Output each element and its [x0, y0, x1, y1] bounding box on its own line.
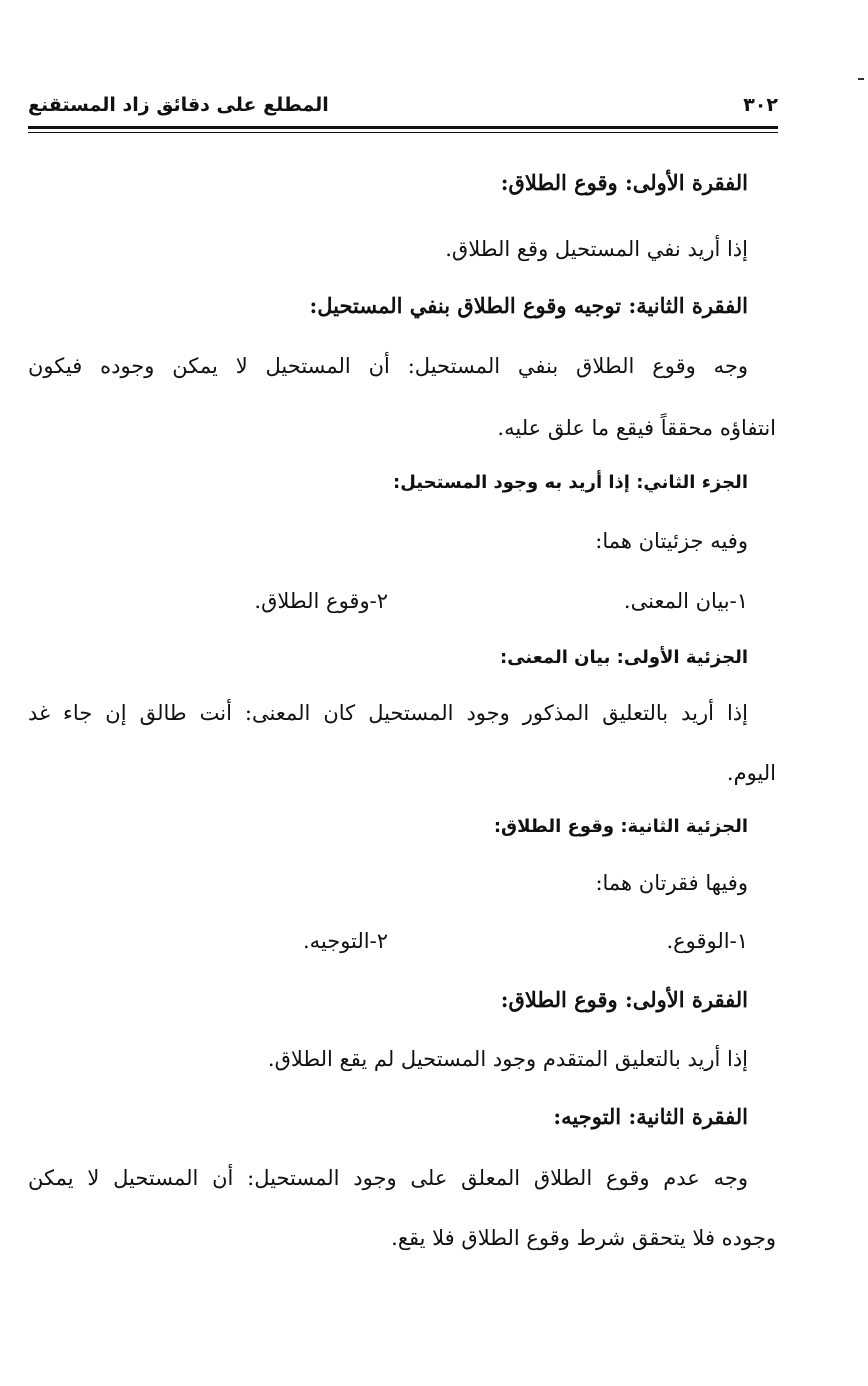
heading-paragraph-2: الفقرة الثانية: توجيه وقوع الطلاق بنفي المستحيل:	[309, 293, 748, 318]
list-item-2: ٢-وقوع الطلاق.	[254, 589, 388, 613]
text-line-justified: إذا أريد بالتعليق المذكور وجود المستحيل كان المعنى: أنت طالق إن جاء غد	[28, 701, 748, 725]
list-item-1: ١-بيان المعنى.	[623, 589, 748, 613]
list-item-1: ١-الوقوع.	[666, 929, 748, 953]
heading-paragraph-2b: الفقرة الثانية: التوجيه:	[553, 1104, 748, 1129]
text-line-justified: وجه عدم وقوع الطلاق المعلق على وجود المستحيل: أن المستحيل لا يمكن	[28, 1166, 748, 1190]
heading-subpart-2: الجزئية الثانية: وقوع الطلاق:	[493, 816, 748, 837]
text-line-justified: وجه وقوع الطلاق بنفي المستحيل: أن المستحيل لا يمكن وجوده فيكون	[28, 354, 748, 378]
list-item-2: ٢-التوجيه.	[302, 929, 388, 953]
text-line: إذا أريد نفي المستحيل وقع الطلاق.	[445, 237, 748, 261]
running-header	[28, 92, 778, 122]
text-line: وجوده فلا يتحقق شرط وقوع الطلاق فلا يقع.	[391, 1226, 776, 1250]
text-line: اليوم.	[726, 761, 776, 785]
heading-paragraph-1: الفقرة الأولى: وقوع الطلاق:	[500, 170, 748, 195]
page-edge-mark	[858, 78, 864, 80]
heading-paragraph-1b: الفقرة الأولى: وقوع الطلاق:	[500, 987, 748, 1012]
book-title: المطلع على دقائق زاد المستقنع	[28, 94, 329, 116]
text-line: إذا أريد بالتعليق المتقدم وجود المستحيل لم يقع الطلاق.	[267, 1047, 748, 1071]
text-line: انتفاؤه محققاً فيقع ما علق عليه.	[497, 416, 776, 440]
heading-subpart-1: الجزئية الأولى: بيان المعنى:	[500, 647, 748, 668]
text-line: وفيه جزئيتان هما:	[595, 529, 748, 553]
page-number: ٣٠٢	[743, 94, 778, 116]
heading-part-2: الجزء الثاني: إذا أريد به وجود المستحيل:	[393, 472, 748, 493]
header-rule-thick	[28, 126, 778, 129]
text-line: وفيها فقرتان هما:	[595, 871, 748, 895]
header-rule-thin	[28, 132, 778, 133]
